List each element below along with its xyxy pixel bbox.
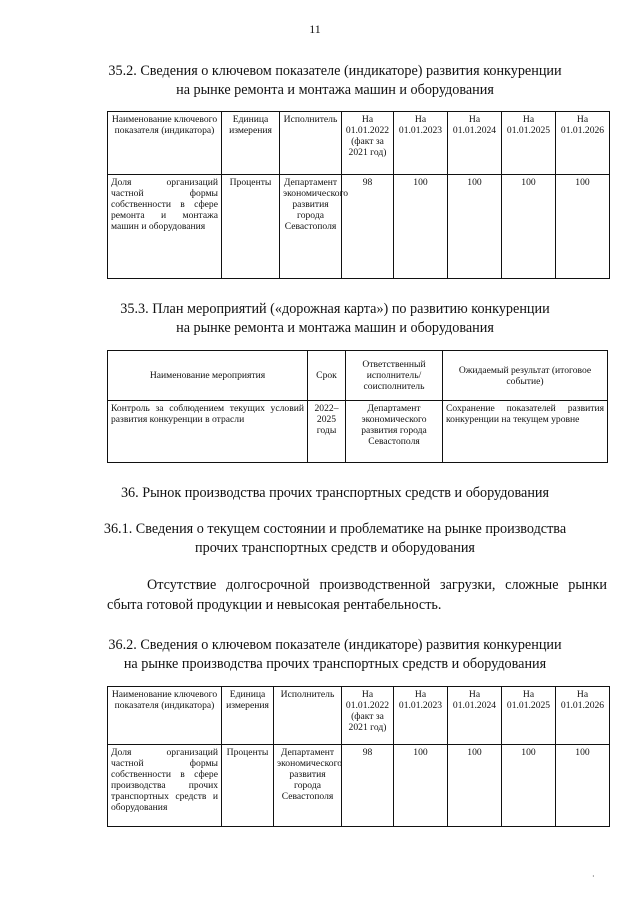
heading-line: 35.2. Сведения о ключевом показателе (индикаторе) развития конкуренции [108,63,562,79]
col-header-2022: На 01.01.2022 (факт за 2021 год) [342,687,394,745]
heading-line: на рынке ремонта и монтажа машин и оборудования [176,82,494,98]
indicator-table-36-2 [107,686,610,827]
cell-unit: Проценты [222,745,274,827]
col-header-responsible: Ответственный исполнитель/ соисполнитель [346,351,443,401]
cell-activity: Контроль за соблюдением текущих условий развития конкуренции в отрасли [108,401,308,463]
heading-line: 36.2. Сведения о ключевом показателе (индикаторе) развития конкуренции [108,637,562,653]
heading-line: на рынке производства прочих транспортных средств и оборудования [123,656,547,672]
heading-line: 36.1. Сведения о текущем состоянии и проблематике на рынке производства [103,521,567,537]
cell-unit: Проценты [222,175,280,279]
cell-value-2023: 100 [394,175,448,279]
cell-value-2026: 100 [556,745,610,827]
cell-value-2024: 100 [448,175,502,279]
section-36-1-heading [40,520,630,558]
heading-line: на рынке ремонта и монтажа машин и оборудования [176,320,494,336]
col-header-executor: Исполнитель [280,112,342,175]
col-header-2026: На 01.01.2026 [556,687,610,745]
col-header-indicator: Наименование ключевого показателя (индикатора) [108,687,222,745]
section-35-2-heading [40,62,630,100]
col-header-2025: На 01.01.2025 [502,112,556,175]
cell-executor: Департамент экономического развития города Севастополя [280,175,342,279]
cell-value-2025: 100 [502,745,556,827]
col-header-2023: На 01.01.2023 [394,112,448,175]
cell-executor: Департамент экономического развития города Севастополя [274,745,342,827]
cell-indicator: Доля организаций частной формы собственности в сфере производства прочих транспортных средств и оборудования [108,745,222,827]
col-header-2024: На 01.01.2024 [448,112,502,175]
col-header-activity: Наименование мероприятия [108,351,308,401]
cell-value-2025: 100 [502,175,556,279]
page-number: 11 [309,22,321,36]
col-header-2022: На 01.01.2022 (факт за 2021 год) [342,112,394,175]
cell-value-2022: 98 [342,175,394,279]
col-header-2025: На 01.01.2025 [502,687,556,745]
section-36-1-body: Отсутствие долгосрочной производственной загрузки, сложные рынки сбыта готовой продукции и невысокая рентабельность. [107,577,607,613]
corner-mark: · [592,872,595,881]
section-36-heading: 36. Рынок производства прочих транспортных средств и оборудования [120,485,550,501]
col-header-unit: Единица измерения [222,687,274,745]
roadmap-table-35-3 [107,350,608,463]
section-36-2-heading [40,636,630,674]
cell-value-2024: 100 [448,745,502,827]
cell-value-2023: 100 [394,745,448,827]
col-header-executor: Исполнитель [274,687,342,745]
cell-result: Сохранение показателей развития конкуренции на текущем уровне [443,401,608,463]
col-header-indicator: Наименование ключевого показателя (индикатора) [108,112,222,175]
cell-term: 2022–2025 годы [308,401,346,463]
col-header-2023: На 01.01.2023 [394,687,448,745]
cell-value-2026: 100 [556,175,610,279]
heading-line: 35.3. План мероприятий («дорожная карта») по развитию конкуренции [120,301,550,317]
col-header-2024: На 01.01.2024 [448,687,502,745]
col-header-2026: На 01.01.2026 [556,112,610,175]
section-35-3-heading [40,300,630,338]
heading-line: прочих транспортных средств и оборудования [195,540,475,556]
indicator-table-35-2 [107,111,610,279]
cell-indicator: Доля организаций частной формы собственности в сфере ремонта и монтажа машин и оборудования [108,175,222,279]
col-header-result: Ожидаемый результат (итоговое событие) [443,351,608,401]
cell-responsible: Департамент экономического развития города Севастополя [346,401,443,463]
cell-value-2022: 98 [342,745,394,827]
col-header-unit: Единица измерения [222,112,280,175]
col-header-term: Срок [308,351,346,401]
